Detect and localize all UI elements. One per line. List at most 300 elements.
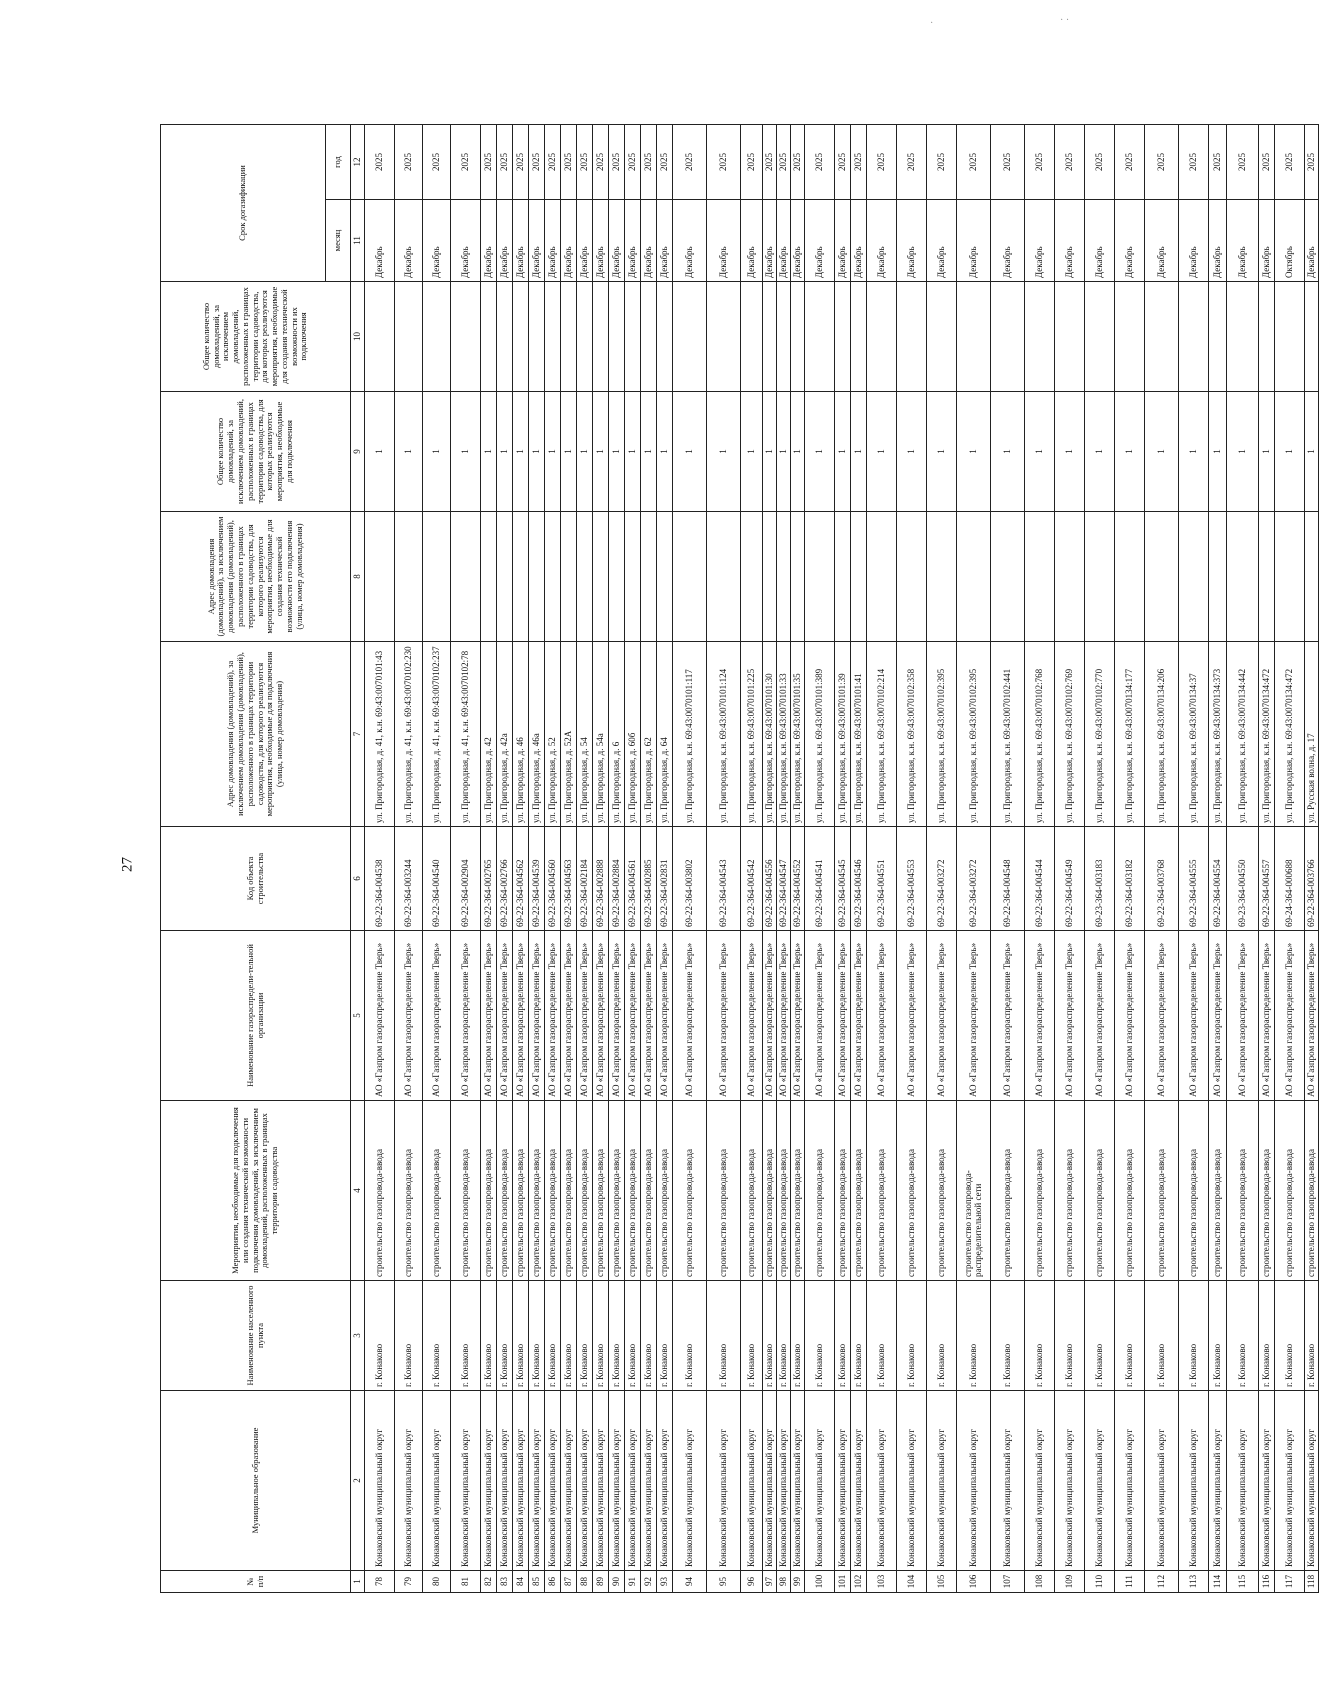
count-connection: 1 (957, 392, 991, 512)
organization: АО «Газпром газораспределение Тверь» (497, 931, 513, 1101)
deadline-month: Декабрь (957, 200, 991, 282)
row-number: 118 (1305, 1571, 1319, 1593)
count-capacity (1275, 282, 1305, 392)
table-row (777, 125, 791, 1593)
deadline-year: 2025 (1209, 125, 1227, 200)
settlement: г. Конаково (805, 1281, 835, 1391)
address-connection: ул. Пригородная, к.н. 69:43:0070101:35 (791, 642, 805, 827)
measure: строительство газопровода-ввода (927, 1101, 957, 1281)
table-row (867, 125, 897, 1593)
measure: строительство газопровода-ввода (851, 1101, 867, 1281)
table-row (851, 125, 867, 1593)
count-connection: 1 (625, 392, 641, 512)
column-number: 4 (351, 1101, 365, 1281)
deadline-month: Декабрь (451, 200, 481, 282)
deadline-month: Декабрь (1085, 200, 1115, 282)
address-connection: ул. Пригородная, д. 46а (529, 642, 545, 827)
organization: АО «Газпром газораспределение Тверь» (1209, 931, 1227, 1101)
count-capacity (1145, 282, 1179, 392)
deadline-year: 2025 (791, 125, 805, 200)
address-connection: ул. Пригородная, д. 52А (561, 642, 577, 827)
deadline-month: Декабрь (1179, 200, 1209, 282)
address-capacity (991, 512, 1025, 642)
organization: АО «Газпром газораспределение Тверь» (513, 931, 529, 1101)
organization: АО «Газпром газораспределение Тверь» (423, 931, 451, 1101)
deadline-year: 2025 (451, 125, 481, 200)
count-capacity (1227, 282, 1259, 392)
settlement: г. Конаково (897, 1281, 927, 1391)
address-connection: ул. Пригородная, к.н. 69:43:0070134:472 (1275, 642, 1305, 827)
settlement: г. Конаково (1115, 1281, 1145, 1391)
count-connection: 1 (897, 392, 927, 512)
deadline-month: Декабрь (1259, 200, 1275, 282)
measure: строительство газопровода-ввода (561, 1101, 577, 1281)
table-row (1025, 125, 1055, 1593)
organization: АО «Газпром газораспределение Тверь» (763, 931, 777, 1101)
address-capacity (609, 512, 625, 642)
header-count-capacity: Общее количество домовладений, за исключением домовладений, расположенных в границах территории садоводства, для которых реализуются мероприятия, необходимые для создания технической возможности их подключения (161, 282, 351, 392)
deadline-month: Декабрь (851, 200, 867, 282)
organization: АО «Газпром газораспределение Тверь» (609, 931, 625, 1101)
settlement: г. Конаково (561, 1281, 577, 1391)
settlement: г. Конаково (1145, 1281, 1179, 1391)
municipality: Конаковский муниципальный округ (897, 1391, 927, 1571)
count-capacity (545, 282, 561, 392)
address-capacity (657, 512, 673, 642)
organization: АО «Газпром газораспределение Тверь» (1275, 931, 1305, 1101)
municipality: Конаковский муниципальный округ (1305, 1391, 1319, 1571)
table-row (423, 125, 451, 1593)
address-connection: ул. Русская волна, д. 17 (1305, 642, 1319, 827)
row-number: 100 (805, 1571, 835, 1593)
settlement: г. Конаково (625, 1281, 641, 1391)
address-connection: ул. Пригородная, к.н. 69:43:0070102:395 (927, 642, 957, 827)
organization: АО «Газпром газораспределение Тверь» (673, 931, 707, 1101)
object-code: 69-22-364-003182 (1115, 827, 1145, 931)
count-capacity (423, 282, 451, 392)
table-row (625, 125, 641, 1593)
column-number: 2 (351, 1391, 365, 1571)
object-code: 69-22-364-002831 (657, 827, 673, 931)
municipality: Конаковский муниципальный округ (763, 1391, 777, 1571)
address-connection: ул. Пригородная, д. 6 (609, 642, 625, 827)
count-connection: 1 (1025, 392, 1055, 512)
count-capacity (777, 282, 791, 392)
address-capacity (561, 512, 577, 642)
measure: строительство газопровода-ввода (1275, 1101, 1305, 1281)
deadline-year: 2025 (957, 125, 991, 200)
deadline-year: 2025 (1179, 125, 1209, 200)
count-connection: 1 (657, 392, 673, 512)
municipality: Конаковский муниципальный округ (423, 1391, 451, 1571)
organization: АО «Газпром газораспределение Тверь» (593, 931, 609, 1101)
count-capacity (497, 282, 513, 392)
count-connection: 1 (1145, 392, 1179, 512)
count-capacity (867, 282, 897, 392)
count-connection: 1 (741, 392, 763, 512)
municipality: Конаковский муниципальный округ (777, 1391, 791, 1571)
municipality: Конаковский муниципальный округ (513, 1391, 529, 1571)
table-row (481, 125, 497, 1593)
count-connection: 1 (609, 392, 625, 512)
count-capacity (593, 282, 609, 392)
row-number: 95 (707, 1571, 741, 1593)
address-connection: ул. Пригородная, к.н. 69:43:0070101:124 (707, 642, 741, 827)
count-capacity (1115, 282, 1145, 392)
organization: АО «Газпром газораспределение Тверь» (365, 931, 395, 1101)
measure: строительство газопровода-ввода (593, 1101, 609, 1281)
deadline-month: Декабрь (481, 200, 497, 282)
table-row (791, 125, 805, 1593)
header-object-code: Код объекта строительства (161, 827, 351, 931)
settlement: г. Конаково (1259, 1281, 1275, 1391)
address-connection: ул. Пригородная, д. 41, к.н. 69:43:0070101:43 (365, 642, 395, 827)
table-row (763, 125, 777, 1593)
deadline-month: Декабрь (545, 200, 561, 282)
page-number: 27 (119, 857, 136, 872)
count-connection: 1 (593, 392, 609, 512)
address-capacity (1179, 512, 1209, 642)
object-code: 69-22-364-004555 (1179, 827, 1209, 931)
row-number: 116 (1259, 1571, 1275, 1593)
organization: АО «Газпром газораспределение Тверь» (777, 931, 791, 1101)
settlement: г. Конаково (545, 1281, 561, 1391)
row-number: 99 (791, 1571, 805, 1593)
count-connection: 1 (1115, 392, 1145, 512)
municipality: Конаковский муниципальный округ (1275, 1391, 1305, 1571)
object-code: 69-22-364-004560 (545, 827, 561, 931)
address-connection: ул. Пригородная, к.н. 69:43:0070102:770 (1085, 642, 1115, 827)
scan-speck: · (930, 18, 934, 29)
deadline-month: Декабрь (791, 200, 805, 282)
organization: АО «Газпром газораспределение Тверь» (851, 931, 867, 1101)
row-number: 90 (609, 1571, 625, 1593)
table-row (1179, 125, 1209, 1593)
table-row (927, 125, 957, 1593)
address-connection: ул. Пригородная, к.н. 69:43:0070102:395 (957, 642, 991, 827)
table-row (609, 125, 625, 1593)
table-row (1055, 125, 1085, 1593)
row-number: 88 (577, 1571, 593, 1593)
organization: АО «Газпром газораспределение Тверь» (957, 931, 991, 1101)
table-row (577, 125, 593, 1593)
deadline-month: Декабрь (657, 200, 673, 282)
object-code: 69-22-364-004552 (791, 827, 805, 931)
address-capacity (957, 512, 991, 642)
row-number: 107 (991, 1571, 1025, 1593)
column-number: 8 (351, 512, 365, 642)
header-address-connection: Адрес домовладения (домовладений), за исключением домовладения (домовладений), расположенного в границах территории садоводства, для которого реализуются мероприятия, необходимые для подключения (улица, номер домовладения) (161, 642, 351, 827)
settlement: г. Конаково (1305, 1281, 1319, 1391)
row-number: 117 (1275, 1571, 1305, 1593)
organization: АО «Газпром газораспределение Тверь» (395, 931, 423, 1101)
count-capacity (1259, 282, 1275, 392)
address-connection: ул. Пригородная, д. 60б (625, 642, 641, 827)
address-capacity (1085, 512, 1115, 642)
address-connection: ул. Пригородная, к.н. 69:43:0070101:39 (835, 642, 851, 827)
municipality: Конаковский муниципальный округ (673, 1391, 707, 1571)
scan-speck: · · (1060, 15, 1070, 26)
count-capacity (657, 282, 673, 392)
deadline-month: Декабрь (577, 200, 593, 282)
table-row (957, 125, 991, 1593)
deadline-year: 2025 (991, 125, 1025, 200)
address-connection: ул. Пригородная, к.н. 69:43:0070102:768 (1025, 642, 1055, 827)
address-capacity (1275, 512, 1305, 642)
deadline-month: Декабрь (867, 200, 897, 282)
row-number: 114 (1209, 1571, 1227, 1593)
municipality: Конаковский муниципальный округ (867, 1391, 897, 1571)
settlement: г. Конаково (1085, 1281, 1115, 1391)
column-number: 1 (351, 1571, 365, 1593)
settlement: г. Конаково (641, 1281, 657, 1391)
count-connection: 1 (835, 392, 851, 512)
address-capacity (451, 512, 481, 642)
address-connection: ул. Пригородная, к.н. 69:43:0070134:373 (1209, 642, 1227, 827)
organization: АО «Газпром газораспределение Тверь» (577, 931, 593, 1101)
address-capacity (545, 512, 561, 642)
object-code: 69-22-364-003272 (957, 827, 991, 931)
table-row (529, 125, 545, 1593)
deadline-year: 2025 (835, 125, 851, 200)
object-code: 69-22-364-002884 (609, 827, 625, 931)
measure: строительство газопровода-ввода (867, 1101, 897, 1281)
organization: АО «Газпром газораспределение Тверь» (835, 931, 851, 1101)
settlement: г. Конаково (851, 1281, 867, 1391)
count-connection: 1 (1227, 392, 1259, 512)
row-number: 97 (763, 1571, 777, 1593)
deadline-month: Декабрь (1025, 200, 1055, 282)
row-number: 85 (529, 1571, 545, 1593)
table-row (1305, 125, 1319, 1593)
count-capacity (835, 282, 851, 392)
municipality: Конаковский муниципальный округ (805, 1391, 835, 1571)
rotated-table-wrapper (160, 125, 1316, 1593)
count-connection: 1 (545, 392, 561, 512)
address-capacity (593, 512, 609, 642)
count-connection: 1 (763, 392, 777, 512)
address-connection: ул. Пригородная, к.н. 69:43:0070101:117 (673, 642, 707, 827)
municipality: Конаковский муниципальный округ (625, 1391, 641, 1571)
table-row (395, 125, 423, 1593)
table-row (1085, 125, 1115, 1593)
deadline-month: Декабрь (707, 200, 741, 282)
measure: строительство газопровода-ввода (791, 1101, 805, 1281)
measure: строительство газопровода-ввода (897, 1101, 927, 1281)
deadline-year: 2025 (365, 125, 395, 200)
measure: строительство газопровода-ввода (1115, 1101, 1145, 1281)
measure: строительство газопровода-ввода (707, 1101, 741, 1281)
organization: АО «Газпром газораспределение Тверь» (707, 931, 741, 1101)
municipality: Конаковский муниципальный округ (1179, 1391, 1209, 1571)
municipality: Конаковский муниципальный округ (791, 1391, 805, 1571)
address-capacity (777, 512, 791, 642)
settlement: г. Конаково (927, 1281, 957, 1391)
count-connection: 1 (395, 392, 423, 512)
count-capacity (991, 282, 1025, 392)
address-connection: ул. Пригородная, к.н. 69:43:0070101:30 (763, 642, 777, 827)
column-number-row (351, 125, 365, 1593)
count-connection: 1 (529, 392, 545, 512)
municipality: Конаковский муниципальный округ (641, 1391, 657, 1571)
measure: строительство газопровода-ввода (835, 1101, 851, 1281)
count-connection: 1 (451, 392, 481, 512)
organization: АО «Газпром газораспределение Тверь» (1085, 931, 1115, 1101)
object-code: 69-24-364-000688 (1275, 827, 1305, 931)
address-connection: ул. Пригородная, к.н. 69:43:0070134:442 (1227, 642, 1259, 827)
address-connection: ул. Пригородная, д. 64 (657, 642, 673, 827)
table-row (991, 125, 1025, 1593)
count-capacity (529, 282, 545, 392)
row-number: 101 (835, 1571, 851, 1593)
deadline-month: Декабрь (741, 200, 763, 282)
settlement: г. Конаково (513, 1281, 529, 1391)
count-capacity (927, 282, 957, 392)
measure: строительство газопровода-ввода (1259, 1101, 1275, 1281)
object-code: 69-22-364-003768 (1145, 827, 1179, 931)
header-month: месяц (326, 200, 351, 282)
deadline-year: 2025 (529, 125, 545, 200)
measure: строительство газопровода-ввода (365, 1101, 395, 1281)
row-number: 94 (673, 1571, 707, 1593)
municipality: Конаковский муниципальный округ (1055, 1391, 1085, 1571)
deadline-month: Декабрь (561, 200, 577, 282)
address-capacity (791, 512, 805, 642)
deadline-month: Декабрь (927, 200, 957, 282)
count-connection: 1 (867, 392, 897, 512)
count-connection: 1 (481, 392, 497, 512)
deadline-month: Декабрь (395, 200, 423, 282)
measure: строительство газопровода-ввода (805, 1101, 835, 1281)
deadline-month: Декабрь (641, 200, 657, 282)
count-capacity (763, 282, 777, 392)
table-row (707, 125, 741, 1593)
deadline-year: 2025 (1115, 125, 1145, 200)
count-connection: 1 (1275, 392, 1305, 512)
municipality: Конаковский муниципальный округ (835, 1391, 851, 1571)
deadline-year: 2025 (1055, 125, 1085, 200)
count-capacity (1179, 282, 1209, 392)
address-capacity (1145, 512, 1179, 642)
object-code: 69-22-364-002885 (641, 827, 657, 931)
measure: строительство газопровода-ввода (529, 1101, 545, 1281)
measure: строительство газопровода-ввода (1085, 1101, 1115, 1281)
organization: АО «Газпром газораспределение Тверь» (481, 931, 497, 1101)
table-row (497, 125, 513, 1593)
deadline-month: Декабрь (529, 200, 545, 282)
organization: АО «Газпром газораспределение Тверь» (625, 931, 641, 1101)
organization: АО «Газпром газораспределение Тверь» (791, 931, 805, 1101)
count-connection: 1 (791, 392, 805, 512)
object-code: 69-22-364-002904 (451, 827, 481, 931)
count-connection: 1 (423, 392, 451, 512)
organization: АО «Газпром газораспределение Тверь» (1145, 931, 1179, 1101)
count-capacity (513, 282, 529, 392)
object-code: 69-22-364-004553 (897, 827, 927, 931)
object-code: 69-22-364-004545 (835, 827, 851, 931)
municipality: Конаковский муниципальный округ (561, 1391, 577, 1571)
organization: АО «Газпром газораспределение Тверь» (1115, 931, 1145, 1101)
measure: строительство газопровода-ввода (609, 1101, 625, 1281)
deadline-month: Декабрь (1145, 200, 1179, 282)
object-code: 69-22-364-004551 (867, 827, 897, 931)
object-code: 69-22-364-004547 (777, 827, 791, 931)
measure: строительство газопровода-ввода (1209, 1101, 1227, 1281)
address-connection: ул. Пригородная, д. 54 (577, 642, 593, 827)
deadline-month: Декабрь (625, 200, 641, 282)
table-row (451, 125, 481, 1593)
organization: АО «Газпром газораспределение Тверь» (1259, 931, 1275, 1101)
municipality: Конаковский муниципальный округ (481, 1391, 497, 1571)
settlement: г. Конаково (423, 1281, 451, 1391)
municipality: Конаковский муниципальный округ (957, 1391, 991, 1571)
count-capacity (741, 282, 763, 392)
address-capacity (1259, 512, 1275, 642)
deadline-year: 2025 (593, 125, 609, 200)
table-row (545, 125, 561, 1593)
settlement: г. Конаково (529, 1281, 545, 1391)
settlement: г. Конаково (763, 1281, 777, 1391)
object-code: 69-22-364-003244 (395, 827, 423, 931)
header-address-capacity: Адрес домовладения (домовладений), за исключением домовладения (домовладений), расположенного в границах территории садоводства, для которого реализуются мероприятия, необходимые для создания технической возможности его подключения (улица, номер домовладения) (161, 512, 351, 642)
object-code: 69-22-364-004562 (513, 827, 529, 931)
address-connection: ул. Пригородная, к.н. 69:43:0070102:441 (991, 642, 1025, 827)
address-capacity (851, 512, 867, 642)
deadline-year: 2025 (673, 125, 707, 200)
count-connection: 1 (641, 392, 657, 512)
deadline-year: 2025 (497, 125, 513, 200)
municipality: Конаковский муниципальный округ (707, 1391, 741, 1571)
municipality: Конаковский муниципальный округ (365, 1391, 395, 1571)
municipality: Конаковский муниципальный округ (395, 1391, 423, 1571)
deadline-year: 2025 (577, 125, 593, 200)
deadline-month: Декабрь (1305, 200, 1319, 282)
row-number: 92 (641, 1571, 657, 1593)
object-code: 69-23-364-003183 (1085, 827, 1115, 931)
address-connection: ул. Пригородная, к.н. 69:43:0070134:206 (1145, 642, 1179, 827)
column-number: 12 (351, 125, 365, 200)
object-code: 69-22-364-004549 (1055, 827, 1085, 931)
address-connection: ул. Пригородная, к.н. 69:43:0070134:472 (1259, 642, 1275, 827)
header-municipality: Муниципальное образование (161, 1391, 351, 1571)
column-number: 11 (351, 200, 365, 282)
measure: строительство газопровода-ввода (497, 1101, 513, 1281)
object-code: 69-22-364-004544 (1025, 827, 1055, 931)
address-capacity (1305, 512, 1319, 642)
deadline-year: 2025 (805, 125, 835, 200)
deadline-year: 2025 (897, 125, 927, 200)
count-capacity (481, 282, 497, 392)
object-code: 69-22-364-004541 (805, 827, 835, 931)
header-deadline: Срок догазификации (161, 125, 326, 282)
column-number: 5 (351, 931, 365, 1101)
row-number: 81 (451, 1571, 481, 1593)
municipality: Конаковский муниципальный округ (529, 1391, 545, 1571)
count-capacity (577, 282, 593, 392)
count-capacity (365, 282, 395, 392)
count-capacity (673, 282, 707, 392)
deadline-year: 2025 (481, 125, 497, 200)
address-capacity (867, 512, 897, 642)
organization: АО «Газпром газораспределение Тверь» (1227, 931, 1259, 1101)
address-capacity (763, 512, 777, 642)
count-connection: 1 (365, 392, 395, 512)
object-code: 69-22-364-002184 (577, 827, 593, 931)
column-number: 9 (351, 392, 365, 512)
count-capacity (1055, 282, 1085, 392)
table-row (561, 125, 577, 1593)
municipality: Конаковский муниципальный округ (1227, 1391, 1259, 1571)
